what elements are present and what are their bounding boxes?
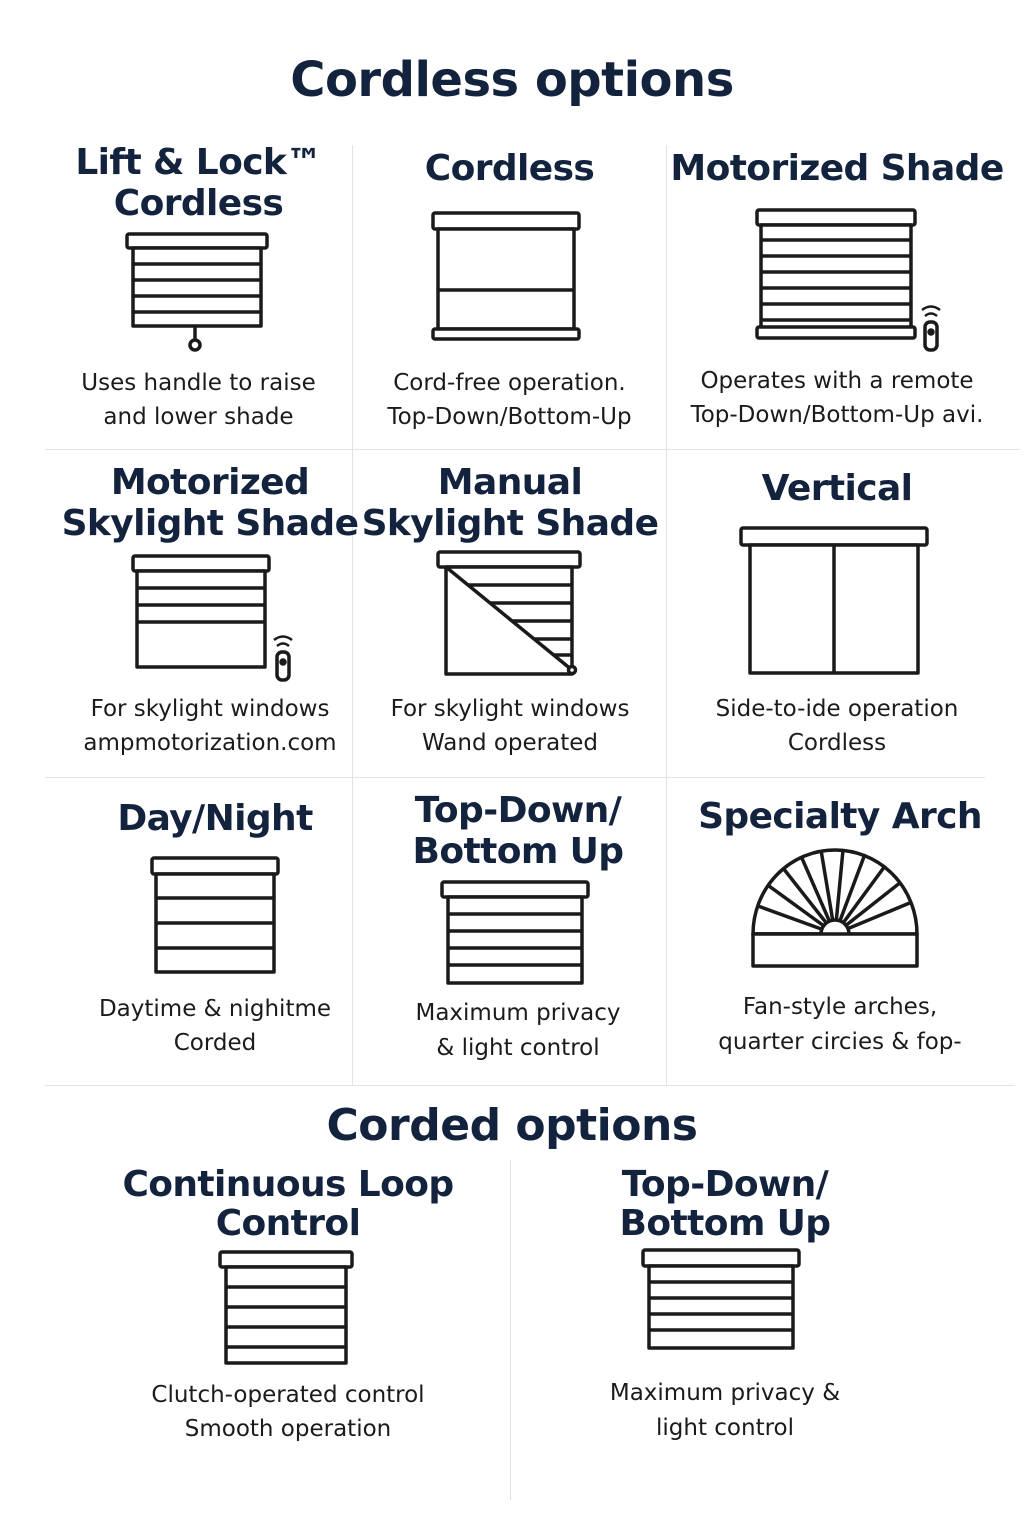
continuous-loop-shade-icon [220,1252,356,1366]
cordless-options-heading: Cordless options [290,52,734,108]
option-vertical[interactable] [667,460,1007,772]
option-title: Control [215,1203,361,1244]
option-description: Top-Down/Bottom-Up avi. [690,402,984,428]
option-description: & light control [436,1035,600,1061]
option-title: Top-Down/ [414,790,622,831]
option-description: For skylight windows [90,696,330,722]
motorized-shade-icon [755,210,945,355]
option-continuous-loop-control[interactable] [110,1160,466,1460]
option-description: Wand operated [422,730,598,756]
option-description: Cord-free operation. [393,370,626,396]
option-description: Top-Down/Bottom-Up [387,404,632,430]
vertical-shade-icon [741,528,931,678]
option-motorized-skylight-shade[interactable] [45,460,375,772]
option-top-down-bottom-up[interactable] [370,790,666,1080]
option-motorized-shade[interactable] [667,140,1007,445]
lift-lock-shade-icon [127,234,271,354]
option-specialty-arch[interactable] [667,790,1013,1080]
option-manual-skylight-shade[interactable] [360,460,660,772]
option-title: Bottom Up [619,1203,831,1244]
grid-divider [45,449,1020,450]
option-title: Manual [437,462,583,503]
option-description: Uses handle to raise [81,370,316,396]
grid-divider [45,1085,1015,1086]
option-title: Skylight Shade [361,503,659,544]
option-description: Clutch-operated control [151,1382,425,1408]
option-title: Cordless [424,148,595,189]
option-title: Skylight Shade [61,503,359,544]
option-cordless[interactable] [353,140,666,445]
option-description: Maximum privacy & [609,1380,841,1406]
option-title: Bottom Up [412,831,624,872]
option-title: Day/Night [117,798,313,839]
option-description: Fan-style arches, [742,994,938,1020]
option-description: Corded [173,1030,257,1056]
cordless-shade-icon [433,213,583,341]
option-description: For skylight windows [390,696,630,722]
handle-icon [190,326,200,350]
option-description: Maximum privacy [415,1000,621,1026]
corded-options-heading: Corded options [326,1100,698,1151]
option-description: Operates with a remote [700,368,974,394]
motorized-skylight-shade-icon [133,556,303,682]
option-title: Continuous Loop [122,1164,454,1205]
option-title: Motorized [110,462,310,503]
manual-skylight-shade-icon [438,552,582,678]
corded-top-down-bottom-up-shade-icon [643,1250,803,1352]
option-description: Cordless [787,730,887,756]
option-description: quarter circies & fop- [718,1029,962,1055]
option-title: Cordless [113,183,284,224]
option-description: Side-to-ide operation [715,696,959,722]
option-day-night[interactable] [60,790,370,1080]
option-description: Daytime & nighitme [98,996,332,1022]
option-lift-lock-cordless[interactable] [45,140,352,445]
option-description: ampmotorization.com [83,730,337,756]
remote-control-icon [274,637,292,681]
option-title: Specialty Arch [698,796,982,837]
grid-divider [510,1160,511,1500]
option-title: Motorized Shade [670,148,1004,189]
option-title: Top-Down/ [621,1164,829,1205]
option-title: Vertical [761,468,913,509]
option-description: Smooth operation [184,1416,392,1442]
option-corded-top-down-bottom-up[interactable] [545,1160,905,1460]
option-description: and lower shade [103,404,294,430]
remote-control-icon [922,307,940,351]
top-down-bottom-up-shade-icon [442,882,592,986]
option-description: light control [655,1415,794,1441]
wand-icon [569,667,576,674]
day-night-shade-icon [152,858,282,976]
grid-divider [45,777,985,778]
option-title: Lift & Lock™ [75,142,322,183]
specialty-arch-shade-icon [751,848,921,972]
